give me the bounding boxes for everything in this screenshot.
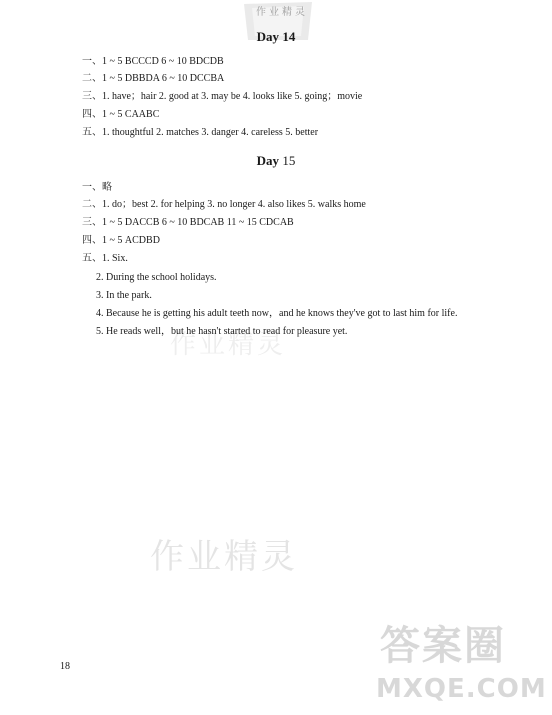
watermark-logo-en: MXQE.COM (376, 674, 547, 704)
day15-answer-3: 3. In the park. (96, 290, 152, 301)
day15-line-2: 二、1. do；best 2. for helping 3. no longer 4. also likes 5. walks home (82, 199, 366, 210)
watermark-logo-cn: 答案圈 (380, 623, 506, 669)
day15-line-4: 四、1 ~ 5 ACDBD (82, 235, 160, 246)
day14-line-3: 三、1. have；hair 2. good at 3. may be 4. looks like 5. going；movie (82, 91, 363, 102)
day14-title (0, 30, 552, 43)
day15-line-1: 一、略 (82, 182, 112, 193)
day15-answer-5: 5. He reads well，but he hasn't started to read for pleasure yet. (96, 326, 348, 337)
day15-title (0, 154, 552, 167)
day14-title-word: Day (256, 29, 280, 44)
day15-answer-2: 2. During the school holidays. (96, 272, 217, 283)
watermark-middle: 作业精灵 (170, 330, 287, 360)
day14-title-num: 14 (282, 29, 296, 44)
page-number: 18 (60, 661, 70, 672)
day15-answer-4: 4. Because he is getting his adult teeth now，and he knows they've got to last him for life. (96, 308, 458, 319)
day14-line-4: 四、1 ~ 5 CAABC (82, 109, 160, 120)
watermark-stamp-text: 作业精灵 (256, 7, 308, 18)
watermark-logo (368, 623, 547, 710)
watermark-lower: 作业精灵 (150, 537, 298, 577)
day15-line-3: 三、1 ~ 5 DACCB 6 ~ 10 BDCAB 11 ~ 15 CDCAB (82, 217, 294, 228)
day14-line-5: 五、1. thoughtful 2. matches 3. danger 4. careless 5. better (82, 127, 319, 138)
day14-line-1: 一、1 ~ 5 BCCCD 6 ~ 10 BDCDB (82, 56, 224, 67)
day15-title-num: 15 (282, 153, 296, 168)
day15-title-word: Day (256, 153, 280, 168)
day14-line-2: 二、1 ~ 5 DBBDA 6 ~ 10 DCCBA (82, 73, 225, 84)
day15-line-5: 五、1. Six. (82, 253, 128, 264)
